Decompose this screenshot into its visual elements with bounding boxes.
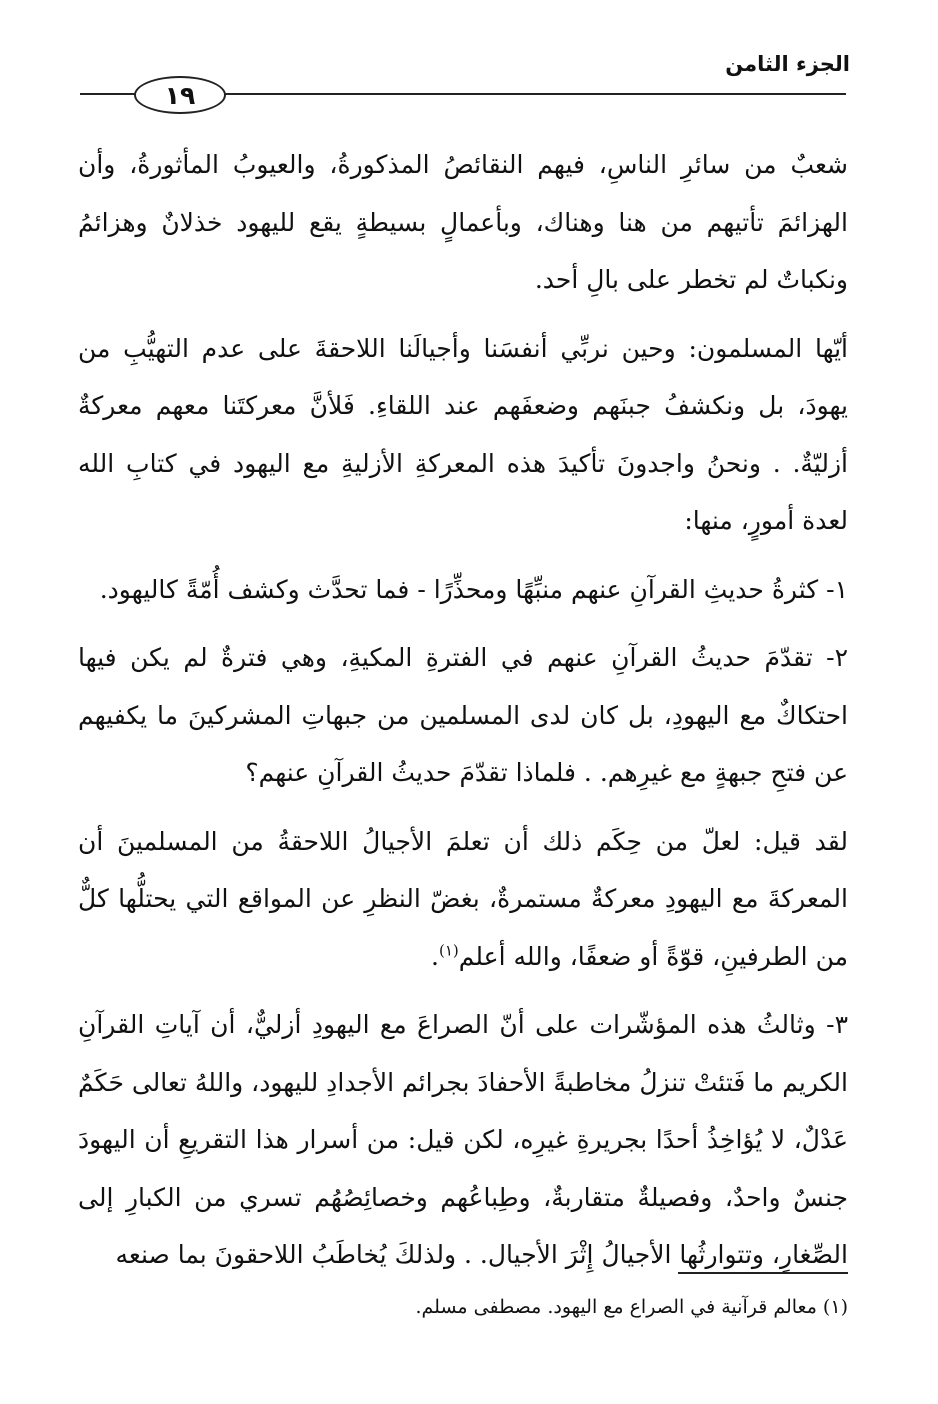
footnote-rule [678, 1272, 848, 1274]
paragraph-3: ١- كثرةُ حديثِ القرآنِ عنهم منبِّهًا ومحذِّرًا - فما تحدَّث وكشف أُمّةً كاليهود. [99, 574, 848, 604]
paragraph-1: شعبٌ من سائرِ الناسِ، فيهم النقائصُ المذكورةُ، والعيوبُ المأثورةُ، وأن الهزائمَ تأتيهم من هنا وهناك، وبأعمالٍ بسيطةٍ يقع لليهود خذلانٌ وهزائمُ ونكباتٌ لم تخطر على بالِ أحد. [78, 150, 848, 294]
footnote: (١) معالم قرآنية في الصراع مع اليهود. مصطفى مسلم. [415, 1296, 848, 1318]
paragraph-5-end: . [431, 941, 439, 971]
paragraph-4: ٢- تقدّمَ حديثُ القرآنِ عنهم في الفترةِ المكيةِ، وهي فترةٌ لم يكن فيها احتكاكٌ مع اليهودِ، بل كان لدى المسلمين من جبهاتِ المشركينَ ما يكفيهم عن فتحِ جبهةٍ مع غيرِهم. . فلماذا تقدّمَ حديثُ القرآنِ عنهم؟ [78, 643, 848, 787]
paragraph-6: ٣- وثالثُ هذه المؤشّرات على أنّ الصراعَ مع اليهودِ أزليٌّ، أن آياتِ القرآنِ الكريم ما فَتئتْ تنزلُ مخاطبةً الأحفادَ بجرائم الأجدادِ لليهود، واللهُ تعالى حَكَمٌ عَدْلٌ، لا يُؤاخِذُ أحدًا بجريرةِ غيرِه، لكن قيل: من أسرار هذا التقريعِ أن اليهودَ جنسٌ واحدٌ، وفصيلةٌ متقاربةٌ، وطِباعُهم وخصائِصُهُم تسري من الكبارِ إلى الصِّغارِ، وتتوارثُها الأجيالُ إِثْرَ الأجيال. . ولذلكَ يُخاطَبُ اللاحقونَ بما صنعه [78, 1010, 848, 1269]
running-header-title: الجزء الثامن [725, 52, 850, 76]
footnote-reference: (١) [438, 941, 459, 960]
paragraph-5-text: لقد قيل: لعلّ من حِكَم ذلك أن تعلمَ الأجيالُ اللاحقةُ من المسلمينَ أن المعركةَ مع اليهودِ معركةٌ مستمرةٌ، بغضّ النظرِ عن المواقع التي يحتلُّها كلٌّ من الطرفينِ، قوّةً أو ضعفًا، والله أعلم [78, 826, 848, 971]
page-number [134, 76, 226, 114]
paragraph-2: أيّها المسلمون: وحين نربِّي أنفسَنا وأجيالَنا اللاحقةَ على عدم التهيُّبِ من يهودَ، بل ونكشفُ جبنَهم وضعفَهم عند اللقاءِ. فَلأنَّ معركتَنا معهم معركةٌ أزليّةٌ. . ونحنُ واجدونَ تأكيدَ هذه المعركةِ الأزليةِ مع اليهود في كتابِ الله لعدة أمورٍ، منها: [78, 333, 848, 535]
page-number-text: ١٩ [164, 80, 196, 110]
body-text [78, 136, 848, 1295]
paragraph-5 [78, 813, 848, 986]
